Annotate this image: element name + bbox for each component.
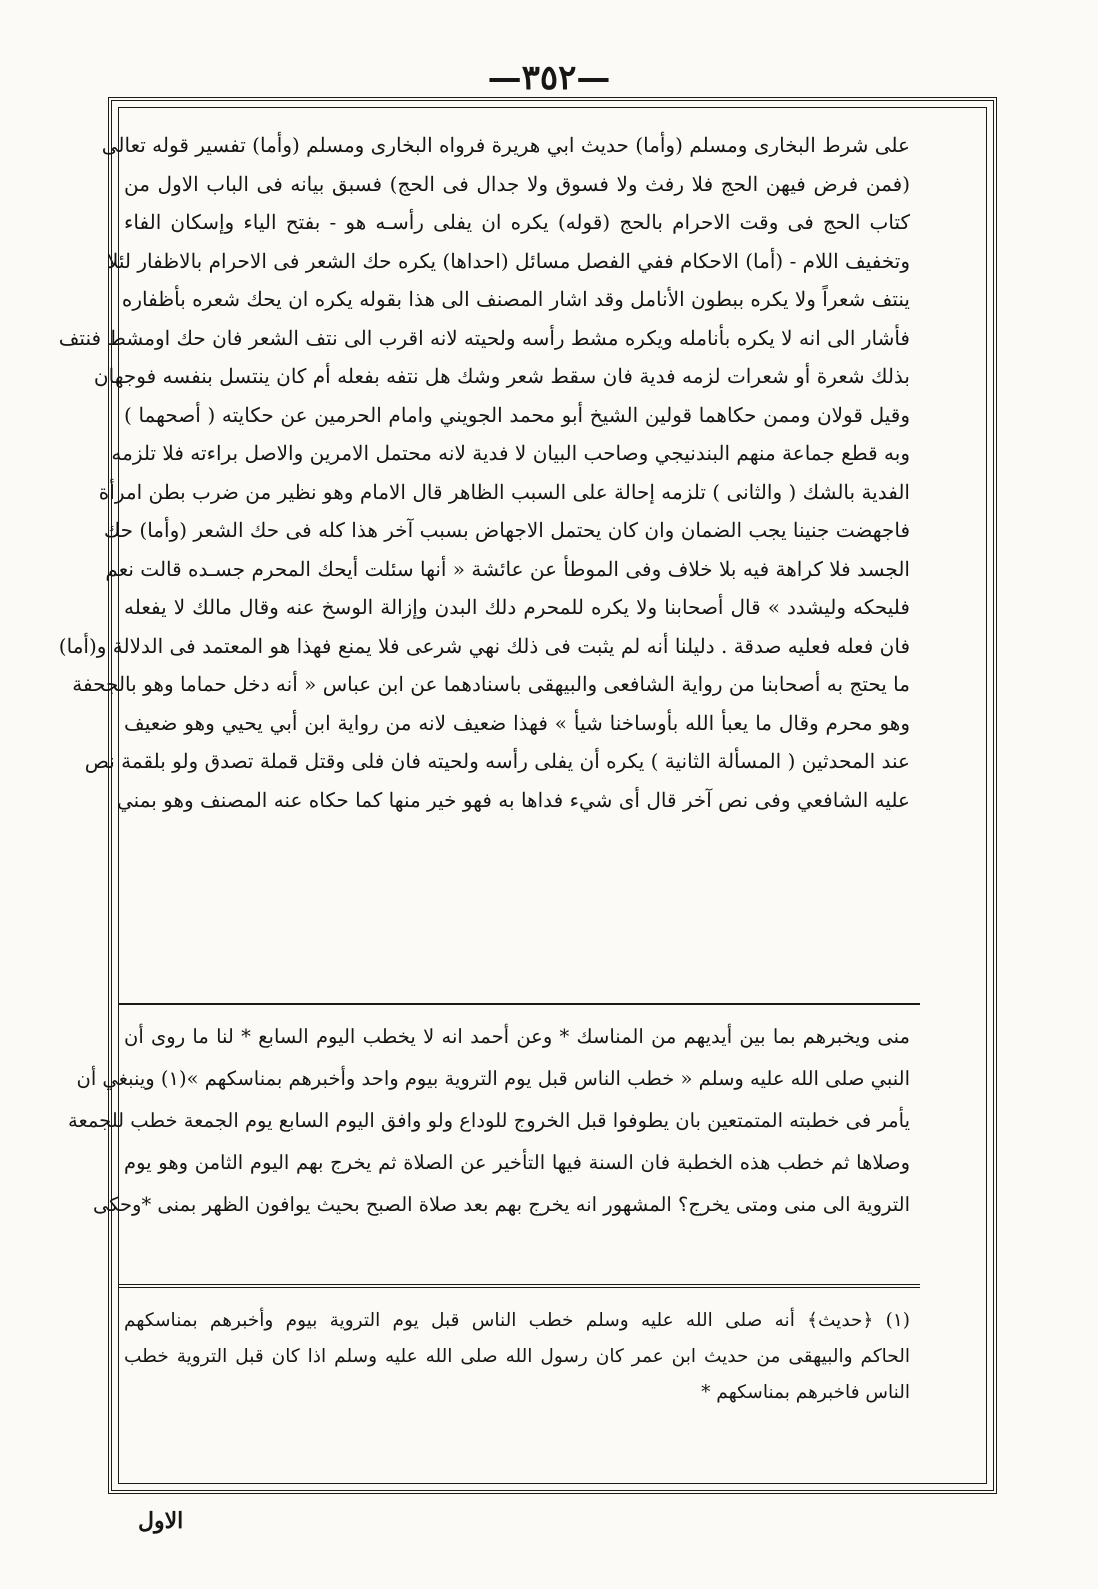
footnote-text-block [124,1303,910,1411]
main-text-line: وبه قطع جماعة منهم البندنيجي وصاحب البيان لا فدية لانه محتمل الامرين والاصل براءته فلا تلزمه [111,441,910,465]
main-text-line: ما يحتج به أصحابنا من رواية الشافعى والبيهقى باسنادهما عن ابن عباس « أنه دخل حماما وهو بالجحفة [72,672,910,696]
main-text-line: عليه الشافعي وفى نص آخر قال أى شيء فداها به فهو خير منها كما حكاه عنه المصنف وهو بمني [116,787,910,812]
commentary-text-block [67,1016,910,1226]
main-text-line: بذلك شعرة أو شعرات لزمه فدية فان سقط شعر وشك هل نتفه بفعله أم كان ينتسل بنفسه فوجهان [93,364,910,388]
main-text-line: فان فعله فعليه صدقة . دليلنا أنه لم يثبت فى ذلك نهي شرعى فلا يمنع فهذا هو المعتمد فى الدلالة و(أما) [58,633,910,658]
main-text-line: ينتف شعراً ولا يكره ببطون الأنامل وقد اشار المصنف الى هذا بقوله يكره ان يحك شعره بأظفاره [121,287,910,311]
commentary-text-line: التروية الى منى ومتى يخرج؟ المشهور انه يخرج بهم بعد صلاة الصبح بحيث يوافون الظهر بمنى *وحكى [92,1193,910,1216]
main-text-line: كتاب الحج فى وقت الاحرام بالحج (قوله) يكره ان يفلى رأسـه هو - بفتح الياء وإسكان الفاء [124,210,910,234]
main-text-line: وقيل قولان وممن حكاهما قولين الشيخ أبو محمد الجويني وامام الحرمين عن حكايته ( أصحهما ) [124,402,910,427]
main-text-line: (فمن فرض فيهن الحج فلا رفث ولا فسوق ولا جدال فى الحج) فسبق بيانه فى الباب الاول من [124,171,910,196]
commentary-text-line: النبي صلى الله عليه وسلم « خطب الناس قبل يوم التروية بيوم واحد وأخبرهم بمناسكهم »(١) وينبغي أن [76,1067,910,1090]
main-text-line: الفدية بالشك ( والثانى ) تلزمه إحالة على السبب الظاهر قال الامام وهو نظير من ضرب بطن امرأة [98,479,910,504]
main-text-line: فأشار الى انه لا يكره بأنامله ويكره مشط رأسه ولحيته لانه اقرب الى نتف الشعر فان حك اومشط فنتف [58,325,910,350]
footnote-text-line: الناس فاخبرهم بمناسكهم * [701,1382,910,1403]
main-text-line: فليحكه وليشدد » قال أصحابنا ولا يكره للمحرم دلك البدن وإزالة الوسخ عنه وقال مالك لا يفعله [124,595,910,619]
section-divider-rule [118,1003,920,1005]
footnote-text-line: الحاكم والبيهقى من حديث ابن عمر كان رسول الله صلى الله عليه وسلم اذا كان قبل التروية خطب [124,1346,910,1367]
main-text-line: الجسد فلا كراهة فيه بلا خلاف وفى الموطأ عن عائشة « أنها سئلت أيحك المحرم جسـده قالت نعم [105,556,910,581]
commentary-text-line: وصلاها ثم خطب هذه الخطبة فان السنة فيها التأخير عن الصلاة ثم يخرج بهم اليوم الثامن وهو يوم [124,1151,910,1174]
main-text-line: على شرط البخارى ومسلم (وأما) حديث ابي هريرة فرواه البخارى ومسلم (وأما) تفسير قوله تعالى [101,133,910,157]
main-text-block [58,126,910,819]
footnote-divider-rule [118,1284,920,1288]
footnote-text-line: (١) ﴿حديث﴾ أنه صلى الله عليه وسلم خطب الناس قبل يوم التروية بيوم وأخبرهم بمناسكهم [124,1310,910,1331]
page-number: —٣٥٢— [487,58,611,98]
commentary-text-line: منى ويخبرهم بما بين أيديهم من المناسك * وعن أحمد انه لا يخطب اليوم السابع * لنا ما روى أن [124,1025,910,1048]
commentary-text-line: يأمر فى خطبته المتمتعين بان يطوفوا قبل الخروج للوداع ولو وافق اليوم السابع يوم الجمعة خطب للجمعة [67,1109,910,1132]
main-text-line: وتخفيف اللام - (أما) الاحكام ففي الفصل مسائل (احداها) يكره حك الشعر فى الاحرام بالاظفار لئلا [106,248,910,273]
main-text-line: وهو محرم وقال ما يعبأ الله بأوساخنا شيأ » فهذا ضعيف لانه من رواية ابن أبي يحيي وهو ضعيف [124,710,910,735]
main-text-line: فاجهضت جنينا يجب الضمان وان كان يحتمل الاجهاض بسبب آخر هذا كله فى حك الشعر (وأما) حك [103,518,910,542]
main-text-line: عند المحدثين ( المسألة الثانية ) يكره أن يفلى رأسه ولحيته فان فلى وقتل قملة تصدق ولو بلقمة نص [84,749,910,773]
catchword: الاول [138,1508,184,1534]
